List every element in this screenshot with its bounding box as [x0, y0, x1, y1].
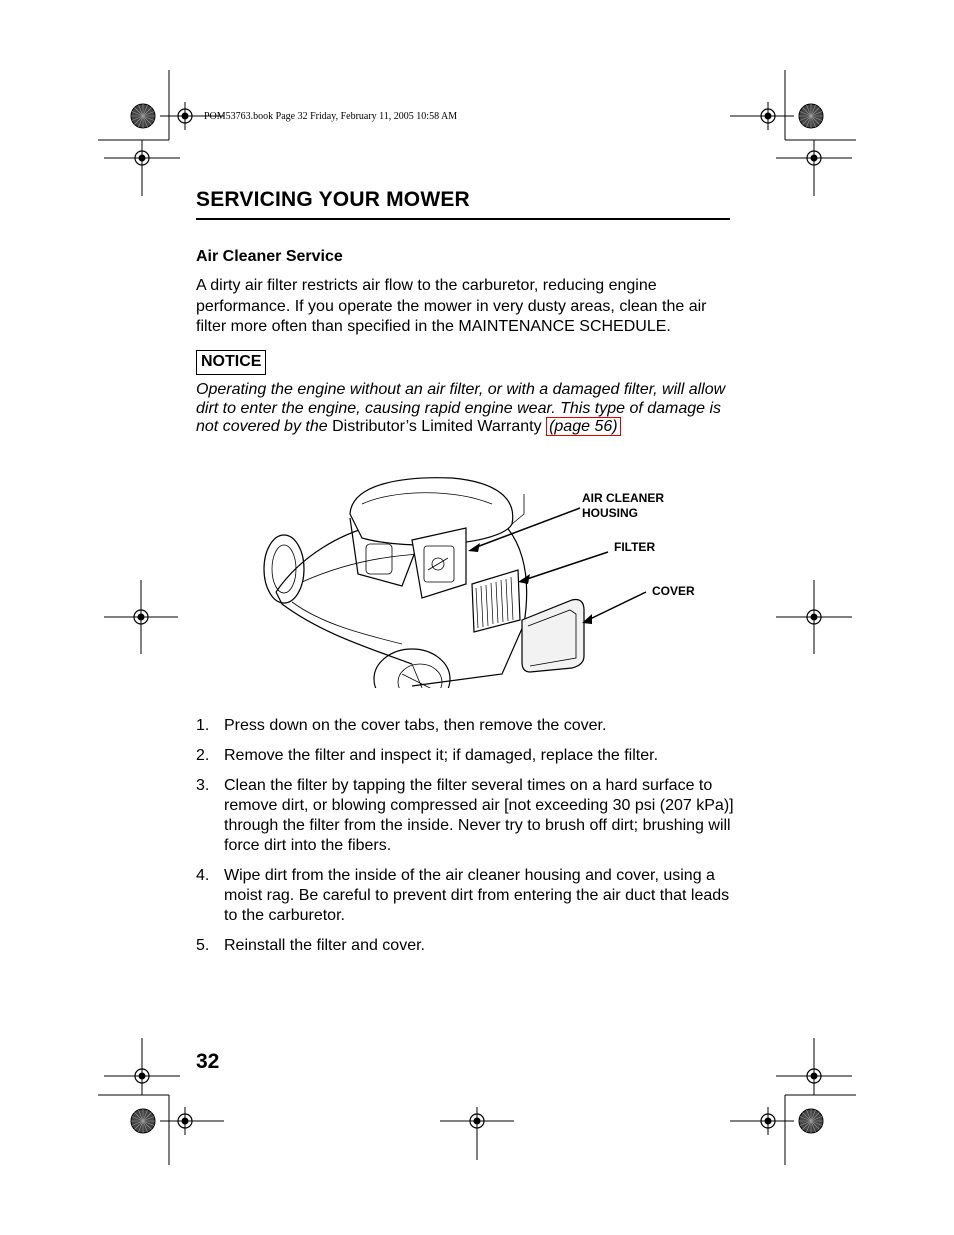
list-item — [196, 936, 736, 956]
step-text: Press down on the cover tabs, then remove the cover. — [224, 717, 607, 734]
list-item — [196, 746, 736, 766]
list-item — [196, 716, 736, 736]
step-number: 3. — [196, 777, 210, 794]
step-number: 4. — [196, 867, 210, 884]
callout-air-cleaner-line2: HOUSING — [582, 506, 639, 520]
callout-air-cleaner-housing — [582, 491, 664, 521]
warranty-page-link[interactable]: (page 56) — [546, 417, 621, 436]
list-item — [196, 776, 736, 856]
notice-text-regular: Distributor’s Limited Warranty — [327, 418, 547, 435]
callout-filter: FILTER — [614, 540, 656, 554]
notice-label: NOTICE — [196, 350, 266, 375]
section-rule — [196, 218, 730, 220]
page-number: 32 — [196, 1050, 220, 1073]
callout-air-cleaner-line1: AIR CLEANER — [582, 491, 665, 505]
step-text: Remove the filter and inspect it; if damaged, replace the filter. — [224, 747, 659, 764]
print-info-header: POM53763.book Page 32 Friday, February 11, 2005 10:58 AM — [204, 111, 458, 122]
step-text: Wipe dirt from the inside of the air cleaner housing and cover, using a moist rag. Be careful to prevent dirt from entering the air duct that leads to the carburetor. — [224, 867, 730, 924]
notice-text-italic: Operating the engine without an air filter, or with a damaged filter, will allow dirt to enter the engine, causing rapid engine wear. This type of damage is not covered by the — [196, 381, 726, 435]
service-steps-list — [196, 716, 736, 966]
list-item — [196, 866, 736, 926]
step-text: Reinstall the filter and cover. — [224, 937, 425, 954]
section-title: SERVICING YOUR MOWER — [196, 188, 470, 211]
step-number: 5. — [196, 937, 210, 954]
air-cleaner-heading: Air Cleaner Service — [196, 248, 343, 265]
callout-cover: COVER — [652, 584, 695, 598]
step-text: Clean the filter by tapping the filter several times on a hard surface to remove dirt, or blowing compressed air [not exceeding 30 psi (207 kPa)] through the filter from the inside. Never try to brush off dirt; brushing will force dirt into the fibers. — [224, 777, 734, 854]
air-cleaner-intro: A dirty air filter restricts air flow to the carburetor, reducing engine performance. If you operate the mower in very dusty areas, clean the air filter more often than specified in the MAINTENANCE SCHEDULE. — [196, 277, 707, 335]
notice-text — [196, 381, 736, 437]
step-number: 1. — [196, 717, 210, 734]
air-cleaner-illustration — [262, 474, 722, 688]
step-number: 2. — [196, 747, 210, 764]
